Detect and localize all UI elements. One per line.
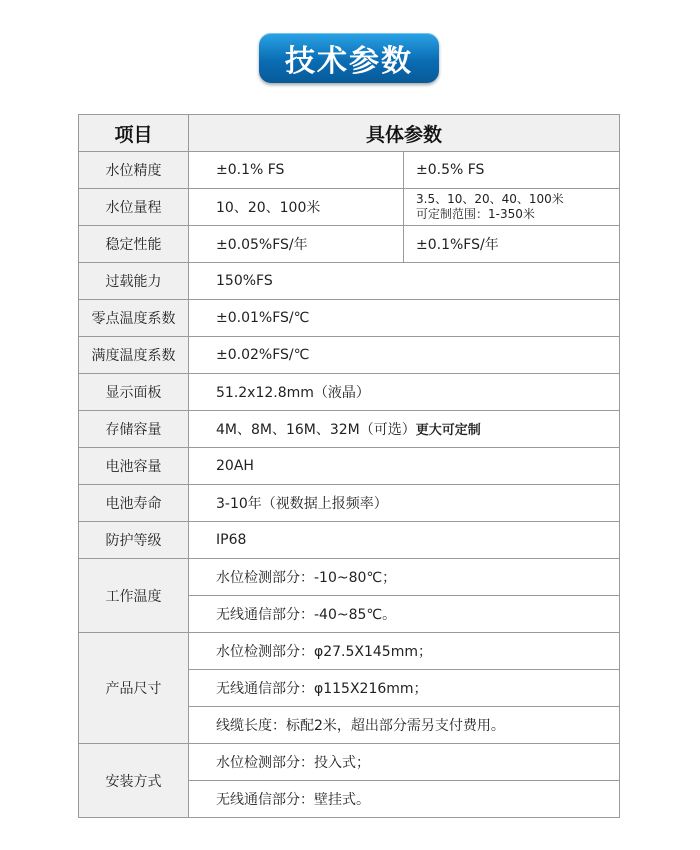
table-row [79,448,620,485]
table-row [79,152,620,189]
table-row [79,522,620,559]
table-row [79,263,620,300]
table-row [79,374,620,411]
row-label: 电池容量 [79,448,189,485]
row-label: 水位量程 [79,189,189,226]
row-value [189,411,620,448]
row-value: 水位检测部分：投入式； [189,744,620,781]
row-label: 显示面板 [79,374,189,411]
row-value: ±0.1%FS/年 [404,226,620,263]
row-value: 3-10年（视数据上报频率） [189,485,620,522]
table-row [79,485,620,522]
row-value: 150%FS [189,263,620,300]
header-item: 项目 [79,115,189,152]
header-params: 具体参数 [189,115,620,152]
spec-table [78,114,620,818]
range-line: 3.5、10、20、40、100米 [416,192,564,206]
section-title: 技术参数 [259,33,439,83]
title-area [0,0,700,112]
row-label: 防护等级 [79,522,189,559]
row-value: 10、20、100米 [189,189,404,226]
row-value: ±0.1% FS [189,152,404,189]
table-row [79,189,620,226]
row-value: 无线通信部分：壁挂式。 [189,781,620,818]
table-row [79,559,620,596]
table-row [79,744,620,781]
row-label: 零点温度系数 [79,300,189,337]
table-row [79,300,620,337]
row-label: 过载能力 [79,263,189,300]
table-row [79,226,620,263]
row-value: 51.2x12.8mm（液晶） [189,374,620,411]
row-label: 水位精度 [79,152,189,189]
row-label: 工作温度 [79,559,189,633]
row-label: 产品尺寸 [79,633,189,744]
row-value: ±0.01%FS/℃ [189,300,620,337]
row-value: ±0.5% FS [404,152,620,189]
row-label: 稳定性能 [79,226,189,263]
row-label: 电池寿命 [79,485,189,522]
table-header-row [79,115,620,152]
row-value: 水位检测部分：φ27.5X145mm； [189,633,620,670]
row-value: ±0.05%FS/年 [189,226,404,263]
table-row [79,337,620,374]
range-custom-line: 可定制范围：1-350米 [416,207,535,221]
storage-highlight: 更大可定制 [415,423,481,438]
row-value: 无线通信部分：φ115X216mm； [189,670,620,707]
row-value [404,189,620,226]
table-row [79,633,620,670]
row-value: 线缆长度：标配2米，超出部分需另支付费用。 [189,707,620,744]
row-value: 无线通信部分：-40~85℃。 [189,596,620,633]
row-value: 20AH [189,448,620,485]
storage-options: 4M、8M、16M、32M（可选） [216,422,416,438]
table-row [79,411,620,448]
row-label: 满度温度系数 [79,337,189,374]
row-label: 存储容量 [79,411,189,448]
row-value: IP68 [189,522,620,559]
row-value: ±0.02%FS/℃ [189,337,620,374]
row-label: 安装方式 [79,744,189,818]
row-value: 水位检测部分：-10~80℃； [189,559,620,596]
